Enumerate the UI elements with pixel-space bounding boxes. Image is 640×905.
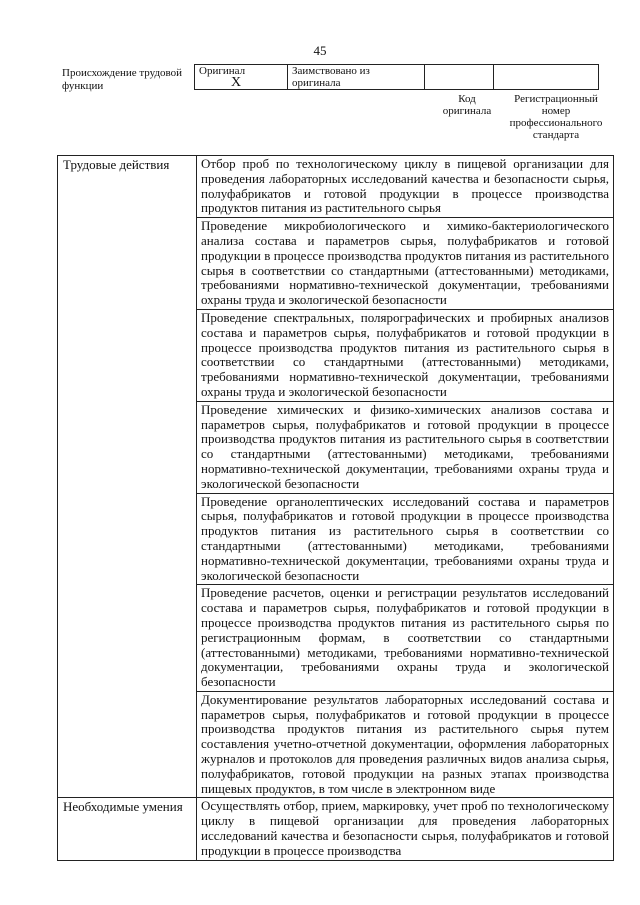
labor-actions-label: Трудовые действия [58,156,197,798]
origin-label: Происхождение трудовой функции [62,67,183,92]
functions-table-viewport [57,155,615,905]
skill-item: Осуществлять отбор, прием, маркировку, учет проб по технологическому циклу в пищевой организации для проведения лабораторных исследований качества и безопасности сырья, полуфабрикатов и готовой продукции в процессе производства [197,798,614,860]
labor-action-item: Проведение органолептических исследований состава и параметров сырья, полуфабрикатов и готовой продукции в процессе производства продуктов питания из растительного сырья в соответствии со стандартными (аттестованными) методиками, требованиями нормативно-технической документации, требованиями охраны труда и экологической безопасности [197,493,614,585]
labor-action-item: Проведение микробиологического и химико-бактериологического анализа состава и параметров сырья, полуфабрикатов и готовой продукции в процессе производства продуктов питания из растительного сырья в соответствии со стандартными (аттестованными) методиками, требованиями нормативно-технической документации, требованиями охраны труда и экологической безопасности [197,218,614,310]
page-number: 45 [313,43,327,58]
reg-number-caption: Регистрационный номер профессионального стандарта [509,93,603,141]
original-cell [195,65,288,90]
original-label: Оригинал [199,65,246,77]
labor-action-item: Проведение расчетов, оценки и регистрации результатов исследований состава и параметров сырья, полуфабрикатов и готовой продукции в процессе производства продуктов питания из растительного сырья по регистрационным формам, в соответствии со стандартными (аттестованными) методиками, требованиями нормативно-технической документации, требованиями охраны труда и экологической безопасности [197,585,614,692]
reg-number-cell [494,65,599,90]
table-row [58,156,614,218]
origin-table [194,64,599,90]
code-cell [425,65,494,90]
required-skills-label: Необходимые умения [58,798,197,860]
original-mark: X [231,75,242,90]
code-caption: Код оригинала [442,93,492,117]
table-row [58,798,614,860]
labor-action-item: Проведение химических и физико-химических анализов состава и параметров сырья, полуфабрикатов и готовой продукции в процессе производства продуктов питания из растительного сырья в соответствии со стандартными (аттестованными) методиками, требованиями нормативно-технической документации, требованиями охраны труда и экологической безопасности [197,401,614,493]
functions-table [57,155,614,861]
labor-action-item: Отбор проб по технологическому циклу в пищевой организации для проведения лабораторных исследований качества и безопасности сырья, полуфабрикатов и готовой продукции в процессе производства продуктов питания из растительного сырья [197,156,614,218]
labor-action-item: Документирование результатов лабораторных исследований состава и параметров сырья, полуфабрикатов и готовой продукции в процессе производства продуктов питания из растительного сырья путем составления учетно-отчетной документации, оформления лабораторных журналов и протоколов для проведения различных видов анализа сырья, полуфабрикатов, готовой продукции на разных этапах производства пищевых продуктов, в том числе в электронном виде [197,691,614,798]
labor-action-item: Проведение спектральных, полярографических и пробирных анализов состава и параметров сырья, полуфабрикатов и готовой продукции в процессе производства продуктов питания из растительного сырья в соответствии со стандартными (аттестованными) методиками, требованиями нормативно-технической документации, требованиями охраны труда и экологической безопасности [197,309,614,401]
borrowed-cell: Заимствовано из оригинала [288,65,425,90]
